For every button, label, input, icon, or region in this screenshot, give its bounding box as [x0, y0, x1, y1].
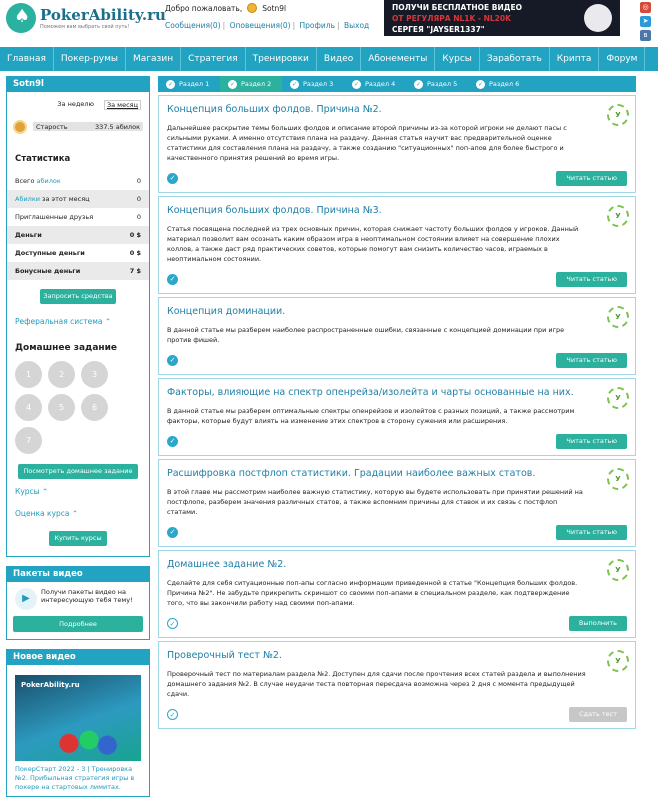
homework-number[interactable]: 4 [15, 394, 42, 421]
stat-label: Бонусные деньги [15, 267, 81, 275]
chevron-up-icon: ⌃ [71, 509, 79, 518]
course-rating-toggle[interactable] [7, 509, 149, 518]
homework-grid [7, 361, 147, 454]
stat-label: Приглашенные друзья [15, 213, 94, 221]
user-panel [6, 76, 150, 557]
done-check-icon: ✓ [167, 527, 178, 538]
stat-label: Доступные деньги [15, 249, 85, 257]
stat-money [7, 226, 149, 244]
welcome-block: Добро пожаловать, Sotn9l Сообщения(0) | Оповещения(0) | Профиль | Выход [165, 3, 370, 30]
nav-strategy[interactable]: Стратегия [181, 47, 246, 71]
new-video-link[interactable]: ПокерСтарт 2022 - 3 | Тренировка №2. Прибыльная стратегия игры в покере на стартовых лимитах. [15, 765, 135, 791]
stat-available-money [7, 244, 149, 262]
article-title[interactable]: Факторы, влияющие на спектр опенрейза/изолейта и чарты основанные на них. [167, 387, 574, 398]
section-tabs [158, 76, 636, 92]
read-article-button[interactable]: Читать статью [556, 171, 627, 186]
homework-title: Домашнее задание [15, 343, 118, 353]
rank-points: 337.5 абилок [95, 122, 140, 131]
read-article-button[interactable]: Читать статью [556, 353, 627, 368]
article-description: В этой главе мы рассмотрим наиболее важную статистику, которую вы будете использовать при принятии решений на постфлопе, разберем значения различных статов, а также вспомним причины для ставок и их связь с постфлоп статами. [167, 488, 583, 516]
period-switch [7, 92, 149, 114]
pending-check-icon: ✓ [167, 618, 178, 629]
article-card [158, 95, 636, 193]
tab-section-1[interactable] [158, 76, 220, 92]
rank-bar [33, 122, 143, 131]
social-links [640, 2, 652, 44]
main-content [158, 76, 636, 729]
completed-stamp-icon: У [607, 468, 629, 490]
buy-courses-button[interactable]: Купить курсы [49, 531, 107, 546]
article-description: В данной статье мы разберем наиболее распространенные ошибки, связанные с концепцией доминации при игре против фишей. [167, 326, 565, 344]
completed-stamp-icon: У [607, 650, 629, 672]
logo-name: PokerAbility.ru [40, 6, 166, 24]
done-check-icon: ✓ [167, 355, 178, 366]
nav-shop[interactable]: Магазин [126, 47, 181, 71]
stat-value: 0 $ [129, 231, 141, 239]
test-card-title[interactable]: Проверочный тест №2. [167, 650, 282, 661]
welcome-text: Добро пожаловать, [165, 3, 243, 13]
promo-banner[interactable] [384, 0, 620, 36]
stat-label: за этот месяц [39, 195, 90, 203]
stat-value: 0 [136, 177, 141, 185]
check-icon: ✓ [415, 80, 422, 88]
article-title[interactable]: Концепция доминации. [167, 306, 286, 317]
referral-label: Реферальная система [15, 317, 103, 326]
user-panel-title: Sotn9l [7, 77, 149, 92]
homework-number[interactable]: 6 [81, 394, 108, 421]
completed-stamp-icon: У [607, 104, 629, 126]
stat-month-abilki [7, 190, 149, 208]
video-packs-panel [6, 566, 150, 640]
homework-card [158, 550, 636, 638]
thumbnail-logo: PokerAbility.ru [21, 681, 80, 689]
user-coin-icon [247, 3, 257, 13]
done-check-icon: ✓ [167, 436, 178, 447]
site-logo[interactable] [6, 3, 166, 33]
banner-emblem-icon [584, 4, 612, 32]
chevron-up-icon: ⌃ [41, 487, 49, 496]
nav-forum[interactable]: Форум [599, 47, 645, 71]
more-details-button[interactable]: Подробнее [13, 616, 143, 632]
stat-invited-friends [7, 208, 149, 226]
new-video-panel [6, 649, 150, 797]
completed-stamp-icon: У [607, 559, 629, 581]
nav-courses[interactable]: Курсы [435, 47, 479, 71]
check-icon: ✓ [229, 80, 236, 88]
stat-label: Всего [15, 177, 35, 185]
courses-label: Курсы [15, 487, 40, 496]
sidebar [6, 76, 150, 806]
read-article-button[interactable]: Читать статью [556, 272, 627, 287]
profile-link[interactable]: Профиль [299, 21, 336, 30]
rank-label: Старость [36, 122, 68, 131]
abilki-month-link[interactable]: Абилки [15, 195, 40, 203]
stat-label: Деньги [15, 231, 42, 239]
completed-stamp-icon: У [607, 387, 629, 409]
messages-link[interactable]: Сообщения(0) [165, 21, 221, 30]
header-username[interactable]: Sotn9l [262, 3, 287, 13]
tab-section-6[interactable] [468, 76, 530, 92]
tab-label: Раздел 2 [241, 80, 272, 88]
referral-system-toggle[interactable] [7, 317, 149, 326]
site-header [0, 0, 658, 46]
article-description: Дальнейшее раскрытие темы больших фолдов и описание второй причины из-за которой игроки не делают пасы с сильными руками. А именно отсутствия плана на раздачу. Данная статья научит вас предварительной оценке статистики для составления плана на раздачу, а также созданию "ситуационных" поп-апов для более быстрого и качественного принятия решений во время игры. [167, 124, 567, 162]
test-card [158, 641, 636, 729]
homework-number[interactable]: 5 [48, 394, 75, 421]
nav-crypto[interactable]: Крипта [550, 47, 600, 71]
request-funds-button[interactable]: Запросить средства [40, 289, 116, 304]
nav-earn[interactable]: Заработать [480, 47, 550, 71]
article-card [158, 297, 636, 375]
homework-description: Сделайте для себя ситуационные поп-апы согласно информации приведенной в статье "Концепция больших фолдов. Причина №2". Не забудьте прикрепить скриншот со своими поп-апами в специальном разделе, как подтверждение того, что вы закончили работу над своими поп-апами. [167, 579, 578, 607]
nav-home[interactable]: Главная [0, 47, 54, 71]
video-packs-title: Пакеты видео [7, 567, 149, 582]
stat-value: 0 $ [129, 249, 141, 257]
homework-card-title[interactable]: Домашнее задание №2. [167, 559, 287, 570]
article-card [158, 459, 636, 547]
logo-tagline: Поможем вам выбрать свой путь! [40, 24, 130, 30]
nav-poker-rooms[interactable]: Покер-румы [54, 47, 126, 71]
stat-bonus-money [7, 262, 149, 280]
nav-video[interactable]: Видео [317, 47, 361, 71]
rank-row [13, 118, 143, 135]
test-description: Проверочный тест по материалам раздела №2. Доступен для сдачи после прочтения всех статей раздела и выполнения домашнего задания №2. В случае неудачи теста повторная пересдача возможна через 2 дня с момента предыдущей сдачи. [167, 670, 586, 698]
poker-chips-image [45, 723, 125, 757]
stat-total-abilki [7, 172, 149, 190]
rank-medal-icon [13, 120, 27, 134]
done-check-icon: ✓ [167, 274, 178, 285]
period-month[interactable]: За месяц [104, 100, 141, 110]
tab-label: Раздел 5 [427, 80, 458, 88]
banner-line-2: ОТ РЕГУЛЯРА NL1K - NL20K [392, 14, 511, 23]
check-icon: ✓ [353, 80, 360, 88]
stat-value: 7 $ [129, 267, 141, 275]
abilki-link[interactable]: абилок [36, 177, 61, 185]
article-description: Статья посвящена последней из трех основных причин, которая снижает частоту больших фолдов у игроков. Данный материал позволит вам осознать каким образом игра в неоптимальном состоянии влияет на совершение плохих коллов, а также даст ряд практических советов, которые помогут вам снизить количество часов, играемых в неоптимальном состоянии. [167, 225, 579, 263]
banner-line-1: ПОЛУЧИ БЕСПЛАТНОЕ ВИДЕО [392, 3, 522, 12]
read-article-button[interactable]: Читать статью [556, 525, 627, 540]
homework-number[interactable]: 2 [48, 361, 75, 388]
telegram-icon[interactable]: ➤ [640, 16, 651, 27]
read-article-button[interactable]: Читать статью [556, 434, 627, 449]
homework-number[interactable]: 7 [15, 427, 42, 454]
nav-subscriptions[interactable]: Абонементы [361, 47, 435, 71]
tab-label: Раздел 6 [489, 80, 520, 88]
rating-label: Оценка курса [15, 509, 70, 518]
chevron-up-icon: ⌃ [104, 317, 112, 326]
new-video-thumbnail[interactable] [15, 675, 141, 761]
done-check-icon: ✓ [167, 173, 178, 184]
video-packs-text: Получи пакеты видео на интересующую тебя тему! [41, 588, 133, 604]
new-video-title: Новое видео [7, 650, 149, 665]
pending-check-icon: ✓ [167, 709, 178, 720]
logo-spade-icon [6, 3, 36, 33]
article-title[interactable]: Концепция больших фолдов. Причина №2. [167, 104, 382, 115]
banner-line-3: СЕРГЕЯ "JAYSER1337" [392, 25, 485, 34]
tab-label: Раздел 1 [179, 80, 210, 88]
stats-title: Статистика [15, 154, 71, 164]
check-icon: ✓ [291, 80, 298, 88]
check-icon: ✓ [477, 80, 484, 88]
stat-value: 0 [136, 195, 141, 203]
tab-section-2[interactable] [220, 76, 282, 92]
tab-section-3[interactable] [282, 76, 344, 92]
nav-trainings[interactable]: Тренировки [246, 47, 317, 71]
article-title[interactable]: Расшифровка постфлоп статистики. Градации наиболее важных статов. [167, 468, 536, 479]
main-nav [0, 47, 658, 71]
tab-section-5[interactable] [406, 76, 468, 92]
article-title[interactable]: Концепция больших фолдов. Причина №3. [167, 205, 382, 216]
courses-toggle[interactable] [7, 487, 149, 496]
view-homework-button[interactable]: Посмотреть домашнее задание [18, 464, 138, 479]
homework-number[interactable]: 1 [15, 361, 42, 388]
tab-section-4[interactable] [344, 76, 406, 92]
article-card [158, 196, 636, 294]
notifications-link[interactable]: Оповещения(0) [229, 21, 291, 30]
period-week[interactable]: За неделю [57, 100, 94, 108]
article-description: В данной статье мы разберем оптимальные спектры опенрейзов и изолейтов с разных позиций, а также рассмотрим факторы, которые будут влиять на изменение этих спектров в сторону сужения или расширения. [167, 407, 575, 425]
take-test-button[interactable]: Сдать тест [569, 707, 627, 722]
check-icon: ✓ [167, 80, 174, 88]
tab-label: Раздел 3 [303, 80, 334, 88]
video-camera-icon: ▶ [15, 588, 37, 610]
instagram-icon[interactable]: ◎ [640, 2, 651, 13]
vk-icon[interactable]: в [640, 30, 651, 41]
homework-number[interactable]: 3 [81, 361, 108, 388]
logout-link[interactable]: Выход [343, 21, 370, 30]
completed-stamp-icon: У [607, 205, 629, 227]
completed-stamp-icon: У [607, 306, 629, 328]
article-card [158, 378, 636, 456]
stat-value: 0 [136, 213, 141, 221]
tab-label: Раздел 4 [365, 80, 396, 88]
complete-homework-button[interactable]: Выполнить [569, 616, 627, 631]
